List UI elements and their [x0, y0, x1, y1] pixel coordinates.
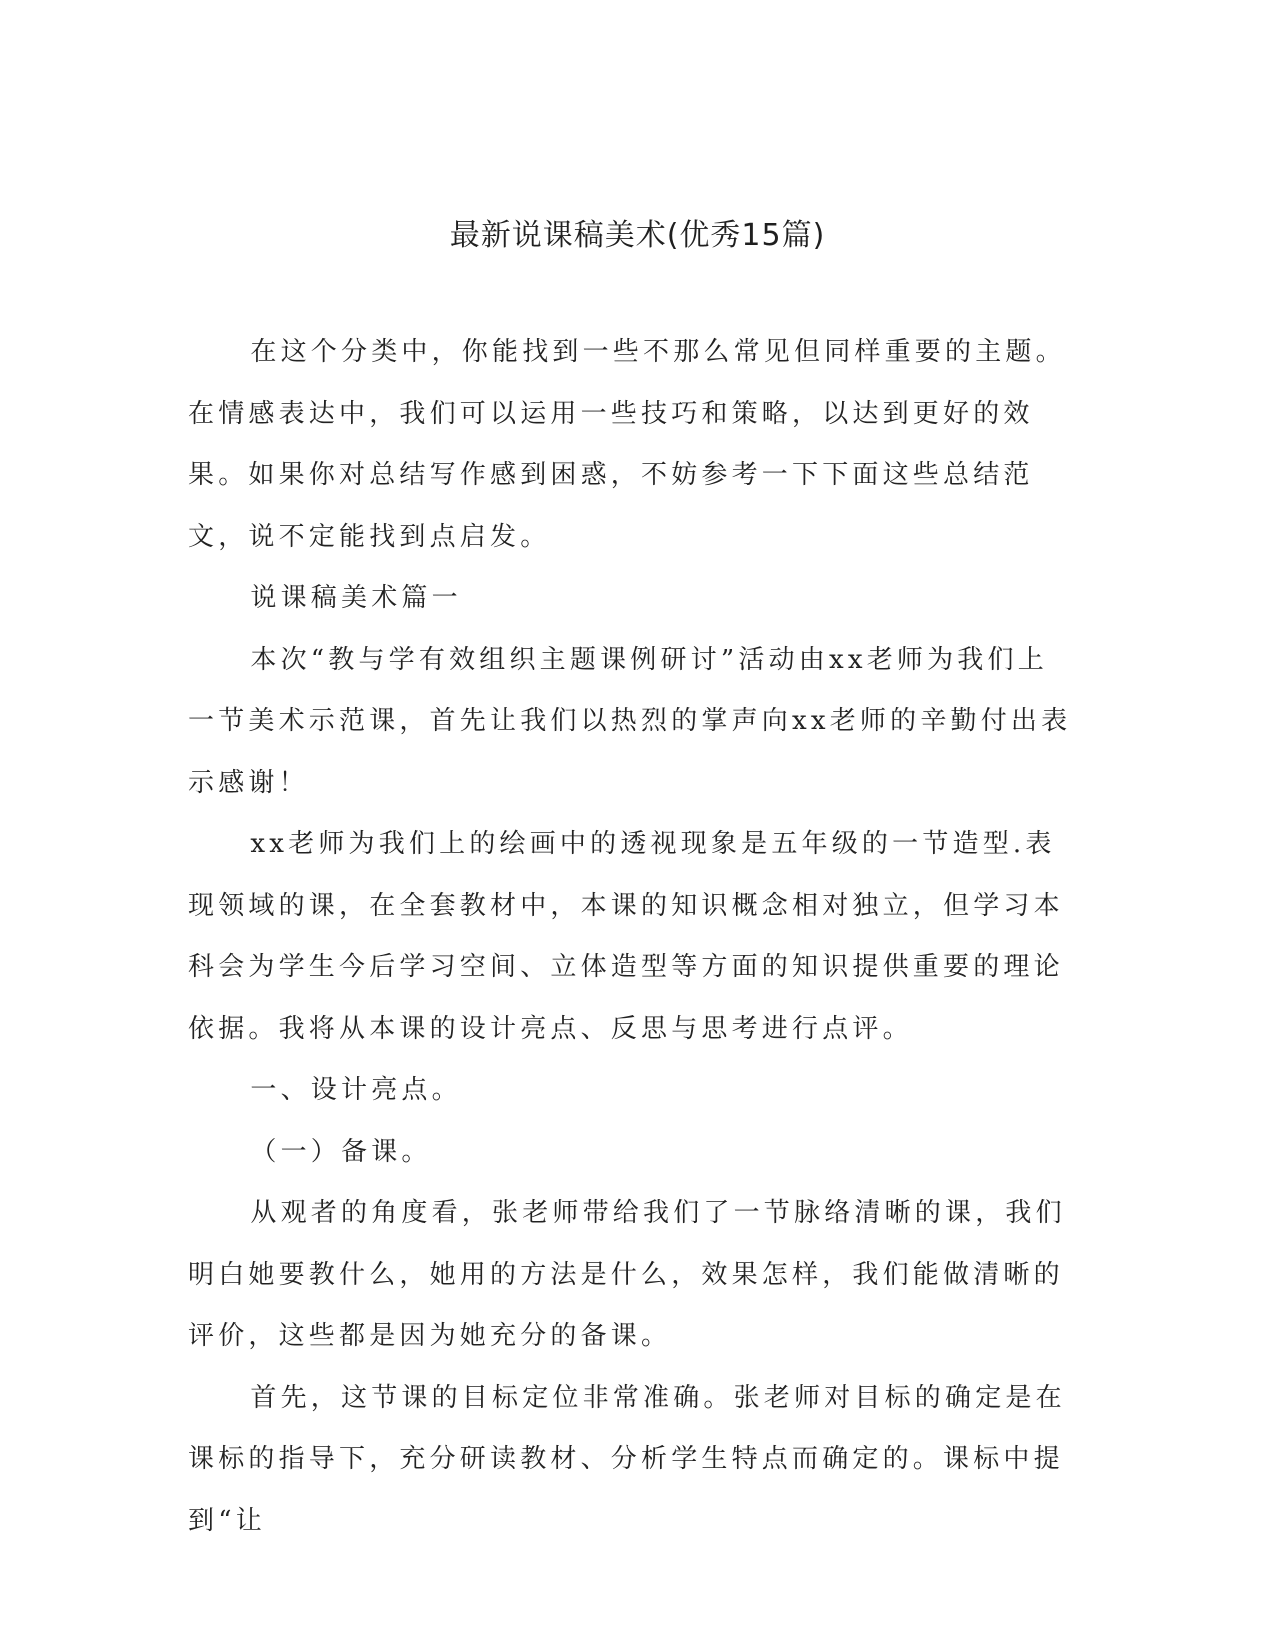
subheading-lesson-prep: （一）备课。 [250, 1136, 432, 1167]
body-paragraph: 从观者的角度看，张老师带给我们了一节脉络清晰的课，我们明白她要教什么，她用的方法是什么，效果怎样，我们能做清晰的评价，这些都是因为她充分的备课。 [188, 1198, 1066, 1351]
intro-paragraph: 在这个分类中，你能找到一些不那么常见但同样重要的主题。在情感表达中，我们可以运用一些技巧和策略，以达到更好的效果。如果你对总结写作感到困惑，不妨参考一下下面这些总结范文，说不定能找到点启发。 [188, 337, 1066, 552]
body-paragraph: 首先，这节课的目标定位非常准确。张老师对目标的确定是在课标的指导下，充分研读教材、分析学生特点而确定的。课标中提到“让 [188, 1382, 1066, 1536]
body-paragraph: xx老师为我们上的绘画中的透视现象是五年级的一节造型.表现领域的课，在全套教材中，本课的知识概念相对独立，但学习本科会为学生今后学习空间、立体造型等方面的知识提供重要的理论依据。我将从本课的设计亮点、反思与思考进行点评。 [188, 829, 1064, 1044]
body-paragraph: 本次“教与学有效组织主题课例研讨”活动由xx老师为我们上一节美术示范课，首先让我们以热烈的掌声向xx老师的辛勤付出表示感谢！ [188, 644, 1072, 798]
section-heading-part-one: 说课稿美术篇一 [250, 583, 462, 613]
subheading-design-highlights: 一、设计亮点。 [250, 1075, 462, 1105]
document-title: 最新说课稿美术(优秀15篇) [449, 218, 826, 253]
document-body [188, 322, 1078, 1552]
